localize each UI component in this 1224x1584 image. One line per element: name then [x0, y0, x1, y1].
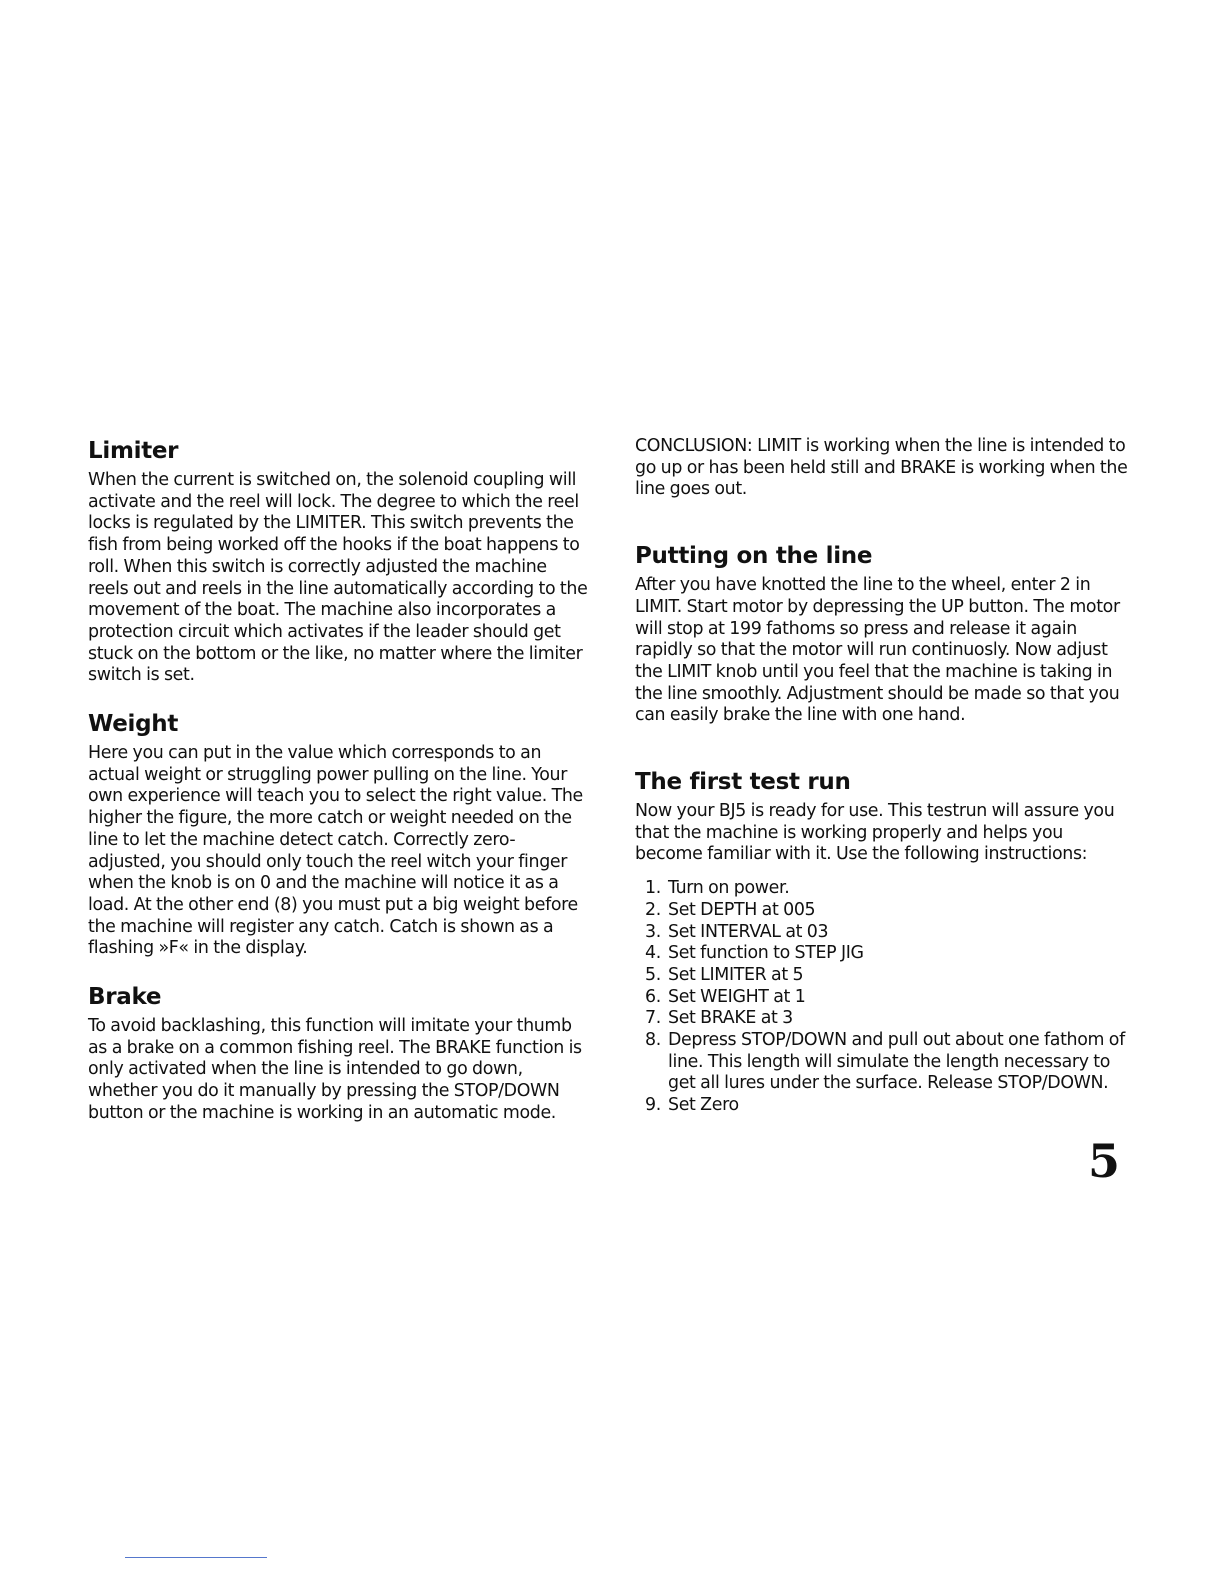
step-text: Turn on power. [668, 878, 790, 899]
limiter-section [88, 436, 588, 687]
step-text: Set DEPTH at 005 [668, 899, 816, 920]
step-text: Set INTERVAL at 03 [668, 921, 829, 942]
brake-heading: Brake [88, 984, 162, 1011]
list-item [635, 878, 1130, 900]
list-item [635, 1095, 1130, 1117]
list-item [635, 943, 1130, 965]
step-number: 5. [645, 964, 661, 985]
first-test-run-section [635, 767, 1130, 1117]
step-text: Set function to STEP JIG [668, 943, 864, 964]
brake-body: To avoid backlashing, this function will imitate your thumb as a brake on a common fishing reel. The BRAKE function is only activated when the line is intended to go down, whether you do it manually by pressing the STOP/DOWN button or the machine is working in an automatic mode. [88, 1016, 582, 1123]
step-text: Set Zero [668, 1095, 739, 1116]
first-test-run-heading: The first test run [635, 769, 851, 796]
step-number: 7. [645, 1008, 661, 1029]
page-number: 5 [1088, 1134, 1121, 1188]
conclusion-paragraph: CONCLUSION: LIMIT is working when the line is intended to go up or has been held still and BRAKE is working when the line goes out. [635, 436, 1128, 500]
step-number: 9. [645, 1095, 661, 1116]
left-column [88, 436, 588, 1147]
list-item [635, 922, 1130, 944]
step-text: Set WEIGHT at 1 [668, 986, 806, 1007]
list-item [635, 965, 1130, 987]
step-text: Set LIMITER at 5 [668, 964, 804, 985]
list-item [635, 1008, 1130, 1030]
step-number: 1. [645, 878, 661, 899]
weight-body: Here you can put in the value which corresponds to an actual weight or struggling power pulling on the line. Your own experience will teach you to select the right value. The higher the figure, the more catch or weight needed on the line to let the machine detect catch. Correctly zero-adjusted, you should only touch the reel witch your finger when the knob is on 0 and the machine will notice it as a load. At the other end (8) you must put a big weight before the machine will register any catch. Catch is shown as a flashing »F« in the display. [88, 743, 583, 959]
list-item [635, 900, 1130, 922]
step-number: 2. [645, 899, 661, 920]
first-test-run-body: Now your BJ5 is ready for use. This testrun will assure you that the machine is working properly and helps you become familiar with it. Use the following instructions: [635, 801, 1115, 865]
limiter-body: When the current is switched on, the solenoid coupling will activate and the reel will lock. The degree to which the reel locks is regulated by the LIMITER. This switch prevents the fish from being worked off the hooks if the boat happens to roll. When this switch is correctly adjusted the machine reels out and reels in the line automatically according to the movement of the boat. The machine also incorporates a protection circuit which activates if the leader should get stuck on the bottom or the like, no matter where the limiter switch is set. [88, 470, 588, 686]
step-number: 8. [645, 1030, 661, 1051]
weight-section [88, 709, 588, 960]
putting-on-line-body: After you have knotted the line to the wheel, enter 2 in LIMIT. Start motor by depressing the UP button. The motor will stop at 199 fathoms so press and release it again rapidly so that the motor will run continuosly. Now adjust the LIMIT knob until you feel that the machine is taking in the line smoothly. Adjustment should be made so that you can easily brake the line with one hand. [635, 575, 1120, 726]
list-item [635, 987, 1130, 1009]
weight-heading: Weight [88, 711, 179, 738]
footer-divider [125, 1557, 267, 1558]
step-number: 6. [645, 986, 661, 1007]
step-number: 4. [645, 943, 661, 964]
list-item [635, 1030, 1130, 1095]
step-text: Set BRAKE at 3 [668, 1008, 793, 1029]
limiter-heading: Limiter [88, 438, 179, 464]
step-text: Depress STOP/DOWN and pull out about one fathom of line. This length will simulate the length necessary to get all lures under the surface. Release STOP/DOWN. [668, 1030, 1125, 1094]
step-number: 3. [645, 921, 661, 942]
brake-section [88, 982, 588, 1125]
right-column [635, 436, 1130, 1139]
test-run-steps [635, 878, 1130, 1117]
putting-on-line-heading: Putting on the line [635, 543, 873, 570]
putting-on-line-section [635, 541, 1130, 727]
